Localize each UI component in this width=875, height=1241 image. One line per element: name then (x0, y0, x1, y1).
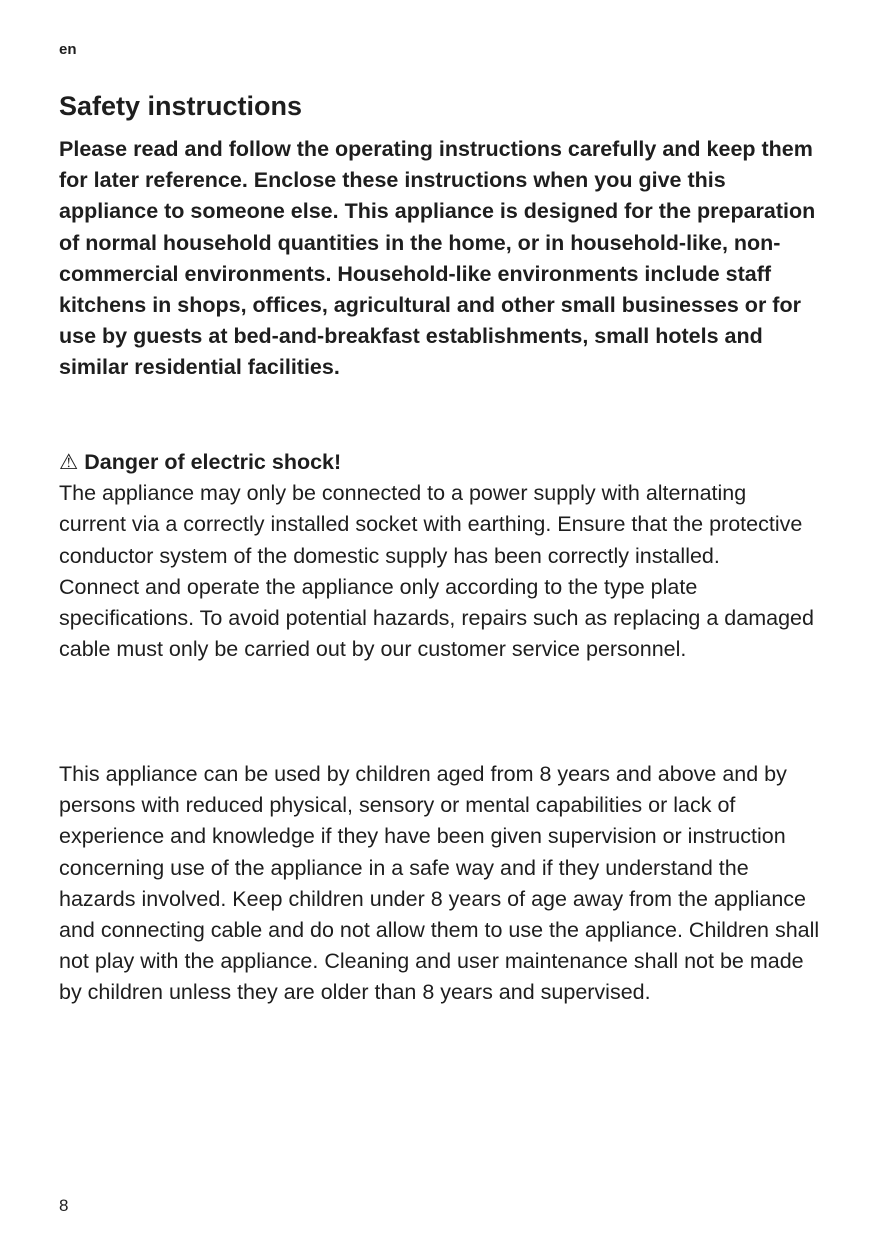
warning-paragraph-repairs: Connect and operate the appliance only according to the type plate specifications. To avoid potential hazards, repairs such as replacing a damaged cable must only be carried out by our customer service personnel. (59, 574, 814, 662)
intro-paragraph: Please read and follow the operating instructions carefully and keep them for later reference. Enclose these instructions when you give this appliance to someone else. This appliance is designed for the preparation of normal household quantities in the home, or in household-like, non-commercial environments. Household-like environments include staff kitchens in shops, offices, agricultural and other small businesses or for use by guests at bed-and-breakfast establishments, small hotels and similar residential facilities. (59, 137, 816, 380)
electric-shock-warning (59, 447, 819, 665)
page-number: 8 (59, 1196, 69, 1215)
warning-title: Danger of electric shock! (84, 450, 342, 474)
warning-triangle-icon: ⚠ (59, 450, 79, 474)
children-notice-paragraph: This appliance can be used by children aged from 8 years and above and by persons with reduced physical, sensory or mental capabilities or lack of experience and knowledge if they have been given supervision or instruction concerning use of the appliance in a safe way and if they understand the hazards involved. Keep children under 8 years of age away from the appliance and connecting cable and do not allow them to use the appliance. Children shall not play with the appliance. Cleaning and user maintenance shall not be made by children unless they are older than 8 years and supervised. (59, 762, 820, 1005)
page-title: Safety instructions (59, 91, 303, 121)
warning-paragraph-power-supply: The appliance may only be connected to a power supply with alternating current via a correctly installed socket with earthing. Ensure that the protective conductor system of the domestic supply has been correctly installed. (59, 481, 803, 568)
language-code: en (59, 41, 77, 58)
warning-heading (59, 447, 819, 478)
